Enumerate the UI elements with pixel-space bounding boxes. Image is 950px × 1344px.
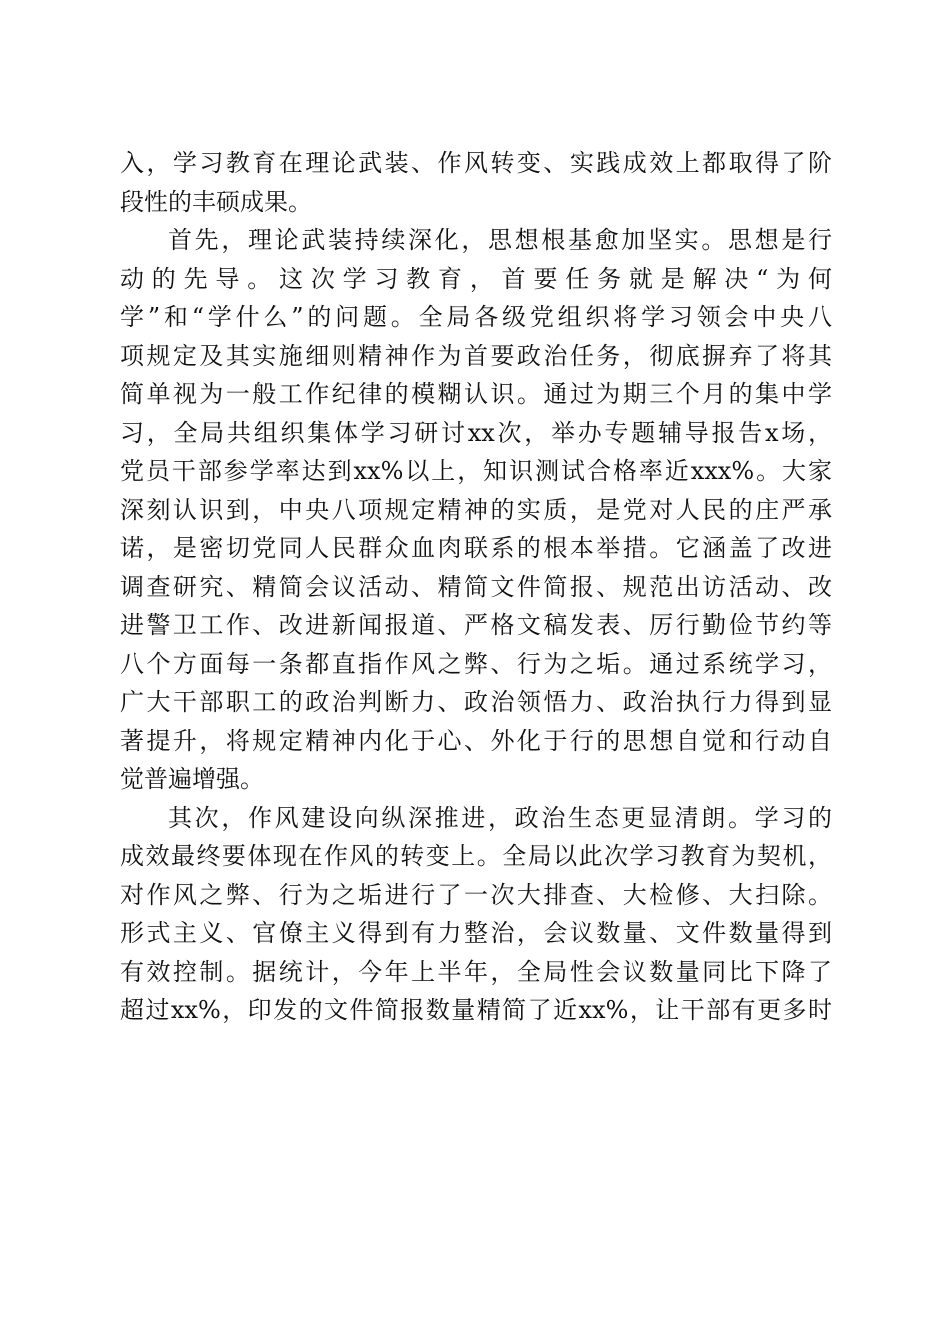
- text-line: 入，学习教育在理论武装、作风转变、实践成效上都取得了阶: [120, 149, 832, 177]
- text-line: 诺，是密切党同人民群众血肉联系的根本举措。它涵盖了改进: [120, 534, 832, 562]
- text-line: 段性的丰硕成果。: [120, 187, 312, 216]
- text-line: 广大干部职工的政治判断力、政治领悟力、政治执行力得到显: [120, 688, 832, 716]
- paragraph-first-line: 首先，理论武装持续深化，思想根基愈加坚实。思想是行: [168, 226, 832, 254]
- paragraph-first-line: 其次，作风建设向纵深推进，政治生态更显清朗。学习的: [168, 803, 832, 832]
- text-line: 超过xx%，印发的文件简报数量精简了近xx%，让干部有更多时: [120, 996, 832, 1024]
- text-line: 深刻认识到，中央八项规定精神的实质，是党对人民的庄严承: [120, 495, 832, 524]
- text-line: 有效控制。据统计，今年上半年，全局性会议数量同比下降了: [120, 957, 832, 986]
- text-line: 简单视为一般工作纪律的模糊认识。通过为期三个月的集中学: [120, 380, 832, 408]
- text-line: 觉普遍增强。: [120, 765, 264, 793]
- body-text: [120, 144, 832, 1030]
- text-line: 党员干部参学率达到xx%以上，知识测试合格率近xxx%。大家: [120, 457, 832, 485]
- text-line: 著提升，将规定精神内化于心、外化于行的思想自觉和行动自: [120, 726, 832, 755]
- text-line: 习，全局共组织集体学习研讨xx次，举办专题辅导报告x场，: [120, 418, 832, 447]
- text-line: 动的先导。这次学习教育，首要任务就是解决“为何: [120, 264, 832, 293]
- text-line: 对作风之弊、行为之垢进行了一次大排查、大检修、大扫除。: [120, 880, 832, 909]
- text-line: 项规定及其实施细则精神作为首要政治任务，彻底摒弃了将其: [120, 341, 832, 370]
- text-line: 调查研究、精简会议活动、精简文件简报、规范出访活动、改: [120, 572, 832, 601]
- text-line: 形式主义、官僚主义得到有力整治，会议数量、文件数量得到: [120, 919, 832, 947]
- text-line: 学”和“学什么”的问题。全局各级党组织将学习领会中央八: [120, 303, 832, 331]
- text-line: 进警卫工作、改进新闻报道、严格文稿发表、厉行勤俭节约等: [120, 611, 832, 639]
- text-line: 八个方面每一条都直指作风之弊、行为之垢。通过系统学习，: [120, 649, 832, 678]
- text-line: 成效最终要体现在作风的转变上。全局以此次学习教育为契机，: [120, 842, 832, 870]
